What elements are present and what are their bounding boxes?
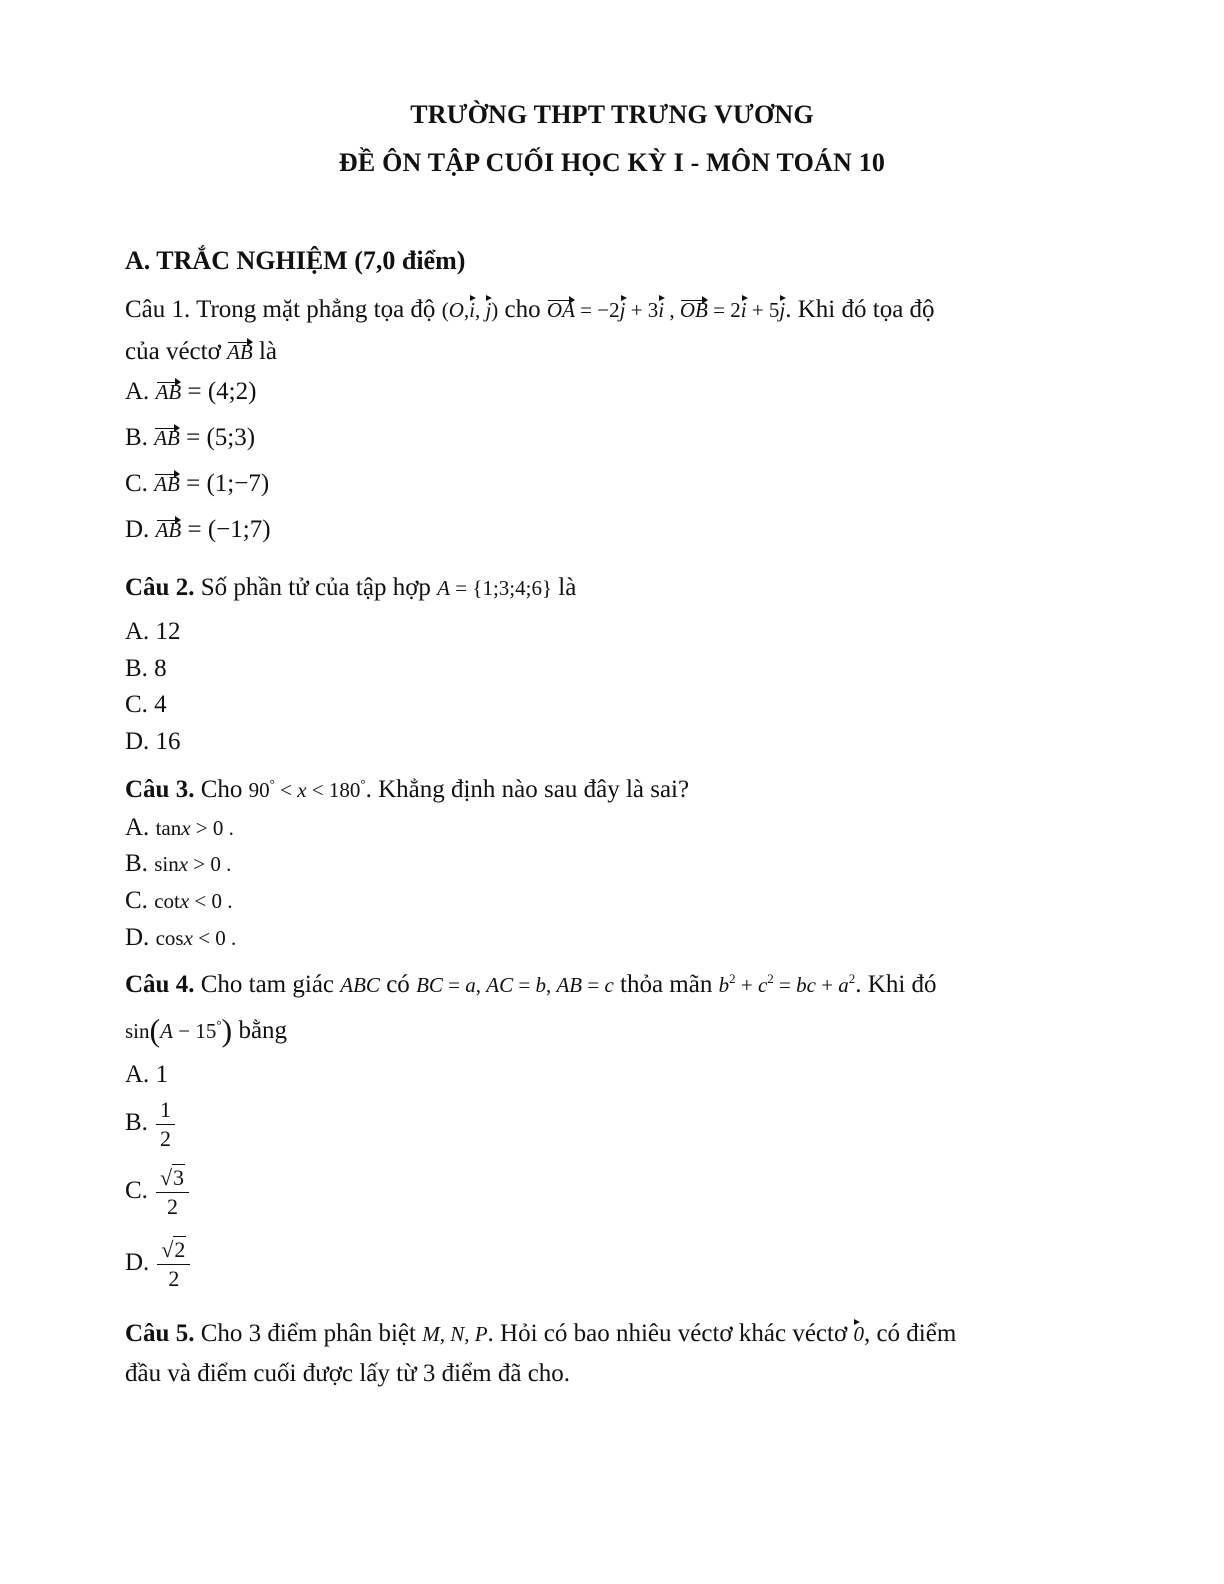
question-3-text-end: . Khẳng định nào sau đây là sai? <box>365 776 690 803</box>
question-1-label: Câu 1. <box>125 296 191 323</box>
question-5-line-2: đầu và điểm cuối được lấy từ 3 điểm đã cho. <box>125 1360 571 1387</box>
relation: < 0 <box>192 926 226 950</box>
option-expression: cosx < 0 . <box>155 926 237 950</box>
question-1-option-d[interactable]: D. AB = (−1;7) <box>125 516 271 543</box>
question-5-text-end: , có điểm <box>863 1320 957 1347</box>
question-2-text: Số phần tử của tập hợp <box>194 574 438 601</box>
question-4-option-c[interactable] <box>125 1166 189 1219</box>
sqrt-symbol: √2 <box>161 1237 186 1262</box>
vector-ab: AB <box>154 472 180 496</box>
question-4-text: Cho tam giác <box>194 971 341 998</box>
question-4-option-b[interactable] <box>125 1098 175 1151</box>
question-1-text-end: . Khi đó tọa độ <box>785 296 935 323</box>
zero-vector: 0 <box>853 1322 864 1346</box>
relation: > 0 <box>190 816 224 840</box>
question-1-option-c[interactable]: C. AB = (1;−7) <box>125 470 270 497</box>
question-2-option-b[interactable]: B. 8 <box>125 655 167 682</box>
question-2-option-d[interactable]: D. 16 <box>125 728 181 755</box>
question-2-option-c[interactable]: C. 4 <box>125 691 167 718</box>
question-1-line-2 <box>125 338 277 366</box>
question-4-text-co: có <box>379 971 417 998</box>
school-name: TRƯỜNG THPT TRƯNG VƯƠNG <box>410 100 814 129</box>
radicand: 3 <box>173 1165 185 1190</box>
denominator: 2 <box>166 1194 178 1219</box>
question-3-label: Câu 3. <box>125 776 195 803</box>
denominator: 2 <box>168 1266 180 1291</box>
question-5-text: Cho 3 điểm phân biệt <box>194 1320 423 1347</box>
question-5-label: Câu 5. <box>125 1320 195 1347</box>
function-name: sin <box>154 852 179 876</box>
option-letter: B. <box>125 1109 148 1137</box>
exam-title: ĐỀ ÔN TẬP CUỐI HỌC KỲ I - MÔN TOÁN 10 <box>338 148 886 177</box>
question-3-option-d[interactable] <box>125 924 236 952</box>
set-elements: 1;3;4;6 <box>482 576 542 600</box>
question-3-option-b[interactable] <box>125 850 231 878</box>
option-letter: D. <box>125 516 150 543</box>
question-3-stem <box>125 776 689 804</box>
question-2-option-a[interactable]: A. 12 <box>125 618 181 645</box>
question-2-text-la: là <box>552 574 577 601</box>
fraction <box>156 1166 189 1219</box>
option-letter: D. <box>125 924 150 951</box>
vector-ab: AB <box>155 380 182 404</box>
vector-ab: AB <box>155 518 182 542</box>
option-letter: B. <box>125 424 148 451</box>
option-letter: A. <box>125 814 150 841</box>
triangle-abc: ABC <box>340 973 380 997</box>
question-3-text: Cho <box>194 776 249 803</box>
radicand: 2 <box>174 1237 186 1262</box>
option-expression: sinx > 0 . <box>154 852 232 876</box>
question-2-stem <box>125 574 576 602</box>
condition-equation: $b^2 + c^2$ = bc + $a^2$ <box>718 971 856 997</box>
option-value: (5;3) <box>206 424 256 451</box>
option-value: 1 <box>155 1061 169 1088</box>
question-4-text-thoa: thỏa mãn <box>613 971 719 998</box>
sine-expression: sin(A − 15°) <box>125 1012 233 1048</box>
option-letter: C. <box>125 1177 148 1205</box>
denominator: 2 <box>159 1126 171 1151</box>
option-value: (4;2) <box>207 378 257 405</box>
function-name: cos <box>155 926 184 950</box>
question-4-text-khi: . Khi đó <box>855 971 937 998</box>
numerator: 1 <box>156 1098 175 1125</box>
option-letter: A. <box>125 1061 150 1088</box>
fraction <box>157 1238 190 1291</box>
question-1-text-la: là <box>252 338 278 365</box>
question-4-text-bang: bằng <box>232 1017 288 1044</box>
option-expression: tanx > 0 . <box>155 816 234 840</box>
option-letter: C. <box>125 470 148 497</box>
question-1-text: Trong mặt phẳng tọa độ <box>190 296 436 323</box>
fraction <box>156 1098 175 1151</box>
section-a-title: A. TRẮC NGHIỆM (7,0 điểm) <box>125 246 466 275</box>
coordinate-system: (O,i, j) <box>441 298 499 322</box>
question-1-text-vector: của véctơ <box>125 338 228 365</box>
question-3-option-c[interactable] <box>125 887 233 915</box>
question-4-stem-line-1 <box>125 971 937 999</box>
vector-ab: AB <box>154 426 180 450</box>
option-letter: D. <box>125 1249 150 1277</box>
question-1-option-b[interactable]: B. AB = (5;3) <box>125 424 256 451</box>
points-mnp: M, N, P <box>422 1322 488 1346</box>
question-2-label: Câu 2. <box>125 574 195 601</box>
question-3-option-a[interactable] <box>125 814 234 842</box>
relation: > 0 <box>188 852 221 876</box>
question-1-option-a[interactable]: A. AB = (4;2) <box>125 378 257 405</box>
question-5-text-mid: . Hỏi có bao nhiêu véctơ khác véctơ <box>487 1320 854 1347</box>
vector-ab: AB <box>227 340 253 364</box>
question-1-line-1 <box>125 296 935 324</box>
vector-oa-expression: OA = −2j + 3i , OB = 2i + 5j <box>546 298 786 322</box>
side-definitions: BC = a, AC = b, AB = c <box>416 973 614 997</box>
function-name: cot <box>154 889 180 913</box>
option-letter: C. <box>125 887 148 914</box>
angle-range: 90° < x < 180° <box>248 776 366 802</box>
option-value: (−1;7) <box>207 516 271 543</box>
question-4-label: Câu 4. <box>125 971 195 998</box>
relation: < 0 <box>189 889 223 913</box>
option-letter: B. <box>125 850 148 877</box>
question-5-line-1 <box>125 1320 956 1348</box>
option-letter: A. <box>125 378 150 405</box>
option-expression: cotx < 0 . <box>154 889 233 913</box>
question-4-option-a[interactable] <box>125 1061 168 1089</box>
function-name: tan <box>155 816 182 840</box>
option-value: (1;−7) <box>206 470 270 497</box>
numerator <box>156 1166 189 1193</box>
question-1-text-cho: cho <box>498 296 547 323</box>
sqrt-symbol: √3 <box>159 1165 185 1190</box>
question-4-option-d[interactable] <box>125 1238 190 1291</box>
numerator <box>157 1238 190 1265</box>
question-4-stem-line-2 <box>125 1012 287 1049</box>
set-a: A = {1;3;4;6} <box>437 576 553 600</box>
